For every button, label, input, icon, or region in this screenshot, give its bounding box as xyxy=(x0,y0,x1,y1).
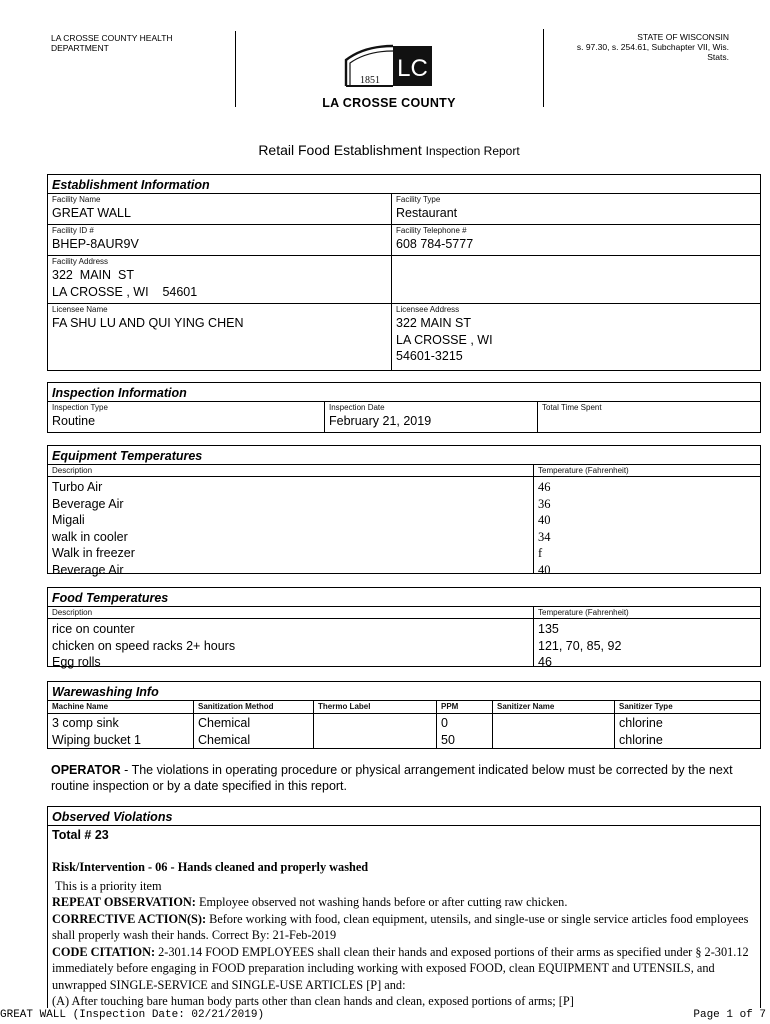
violations-total: Total # 23 xyxy=(52,828,109,842)
code-citation-text: 2-301.14 FOOD EMPLOYEES shall clean their hands and exposed portions of their arms as specified under § 2-301.12 immediately before engaging in FOOD preparation including working with exposed FOOD, clean EQUIPMENT and UTENSILS, and unwrapped SINGLE-SERVICE and SINGLE-USE ARTICLES [P] and: xyxy=(52,944,749,992)
table-cell: Chemical xyxy=(198,716,251,730)
department-name xyxy=(51,33,221,53)
report-title-main: Retail Food Establishment xyxy=(258,142,422,158)
table-cell: 0 xyxy=(441,716,448,730)
facility-phone-label: Facility Telephone # xyxy=(396,226,467,235)
food-temperatures-section xyxy=(47,587,761,667)
facility-phone: 608 784-5777 xyxy=(396,237,474,251)
logo-name: LA CROSSE COUNTY xyxy=(322,96,456,110)
warewashing-section-title: Warewashing Info xyxy=(52,685,159,699)
equipment-temp-header: Temperature (Fahrenheit) xyxy=(538,466,629,475)
table-cell: 36 xyxy=(538,496,551,511)
code-citation xyxy=(52,944,756,994)
facility-address-line-1: 322 MAIN ST xyxy=(52,268,134,282)
licensee-name-cell xyxy=(48,304,391,332)
warewashing-section xyxy=(47,681,761,749)
state-line-1: STATE OF WISCONSIN xyxy=(637,32,729,42)
header-divider-left xyxy=(235,31,236,107)
inspection-section-title: Inspection Information xyxy=(52,386,187,400)
code-citation-label: CODE CITATION: xyxy=(52,944,156,959)
establishment-section-title: Establishment Information xyxy=(52,178,210,192)
report-title-sub: Inspection Report xyxy=(425,144,520,158)
repeat-observation xyxy=(52,894,756,911)
table-cell: chlorine xyxy=(619,716,663,730)
machine-name-column xyxy=(48,701,193,748)
sanitization-method-column xyxy=(194,701,313,748)
table-row: Walk in freezer xyxy=(52,546,135,560)
corrective-action-text: Before working with food, clean equipment, utensils, and single-use or single service articles food employees shall properly wash their hands. Correct By: 21-Feb-2019 xyxy=(52,911,749,942)
operator-notice xyxy=(51,762,751,794)
inspection-type-label: Inspection Type xyxy=(52,403,108,412)
table-cell: Wiping bucket 1 xyxy=(52,732,141,747)
facility-type-cell xyxy=(392,194,760,222)
inspection-date-label: Inspection Date xyxy=(329,403,385,412)
corrective-action-label: CORRECTIVE ACTION(S): xyxy=(52,911,207,926)
thermo-label-column xyxy=(314,701,436,715)
inspection-date-cell xyxy=(325,402,537,430)
facility-id-label: Facility ID # xyxy=(52,226,94,235)
operator-label: OPERATOR xyxy=(51,763,121,777)
corrective-action xyxy=(52,911,756,944)
facility-id-cell xyxy=(48,225,391,253)
facility-type-label: Facility Type xyxy=(396,195,441,204)
licensee-address-line-3: 54601-3215 xyxy=(396,349,463,363)
table-cell: f xyxy=(538,546,543,560)
table-cell: Chemical xyxy=(198,732,251,747)
code-citation-item-a: (A) After touching bare human body parts other than clean hands and clean, exposed portions of arms; [P] xyxy=(52,994,574,1008)
operator-text: - The violations in operating procedure or physical arrangement indicated below must be corrected by the next routine inspection or by a date specified in this report. xyxy=(51,763,733,793)
report-title xyxy=(0,142,770,158)
facility-name: GREAT WALL xyxy=(52,206,131,220)
food-desc-column xyxy=(48,607,533,671)
licensee-address-cell xyxy=(392,304,760,365)
table-cell: 40 xyxy=(538,513,551,527)
table-cell: 34 xyxy=(538,529,551,544)
facility-address-cell xyxy=(48,256,391,300)
county-logo xyxy=(319,42,459,114)
table-row: chicken on speed racks 2+ hours xyxy=(52,638,236,653)
sanitizer-type-header: Sanitizer Type xyxy=(619,702,673,711)
inspection-type: Routine xyxy=(52,414,96,428)
department-line-2: DEPARTMENT xyxy=(51,43,109,53)
table-cell: 40 xyxy=(538,562,551,577)
state-line-3: Stats. xyxy=(707,52,729,62)
food-desc-header: Description xyxy=(52,608,93,617)
facility-name-label: Facility Name xyxy=(52,195,101,204)
logo-year: 1851 xyxy=(360,75,380,86)
table-cell: 46 xyxy=(538,655,552,669)
table-cell: 121, 70, 85, 92 xyxy=(538,638,622,653)
ppm-header: PPM xyxy=(441,702,459,711)
food-section-title: Food Temperatures xyxy=(52,591,169,605)
facility-id: BHEP-8AUR9V xyxy=(52,237,139,251)
facility-address-label: Facility Address xyxy=(52,257,109,266)
state-line-2: s. 97.30, s. 254.61, Subchapter VII, Wis. xyxy=(576,42,729,52)
table-row: Egg rolls xyxy=(52,655,101,669)
table-row: Turbo Air xyxy=(52,480,103,494)
facility-type: Restaurant xyxy=(396,206,458,220)
footer-facility-date: GREAT WALL (Inspection Date: 02/21/2019) xyxy=(0,1009,265,1021)
thermo-label-header: Thermo Label xyxy=(318,702,371,711)
licensee-name: FA SHU LU AND QUI YING CHEN xyxy=(52,316,244,330)
sanitizer-type-column xyxy=(615,701,760,748)
inspection-type-cell xyxy=(48,402,324,430)
logo-initials: LC xyxy=(397,55,428,82)
table-row: rice on counter xyxy=(52,622,135,636)
table-row: walk in cooler xyxy=(52,529,128,544)
sanitizer-name-column xyxy=(493,701,614,715)
licensee-name-label: Licensee Name xyxy=(52,305,108,314)
violations-section-title: Observed Violations xyxy=(52,810,173,824)
violation-title: Risk/Intervention - 06 - Hands cleaned and properly washed xyxy=(52,860,369,874)
inspection-section xyxy=(47,382,761,433)
establishment-section xyxy=(47,174,761,371)
equipment-desc-column xyxy=(48,465,533,578)
equipment-temp-column xyxy=(534,465,760,578)
licensee-address-label: Licensee Address xyxy=(396,305,460,314)
county-logo-icon xyxy=(319,42,459,94)
facility-address-line-2: LA CROSSE , WI 54601 xyxy=(52,284,198,299)
total-time-label: Total Time Spent xyxy=(542,403,602,412)
facility-name-cell xyxy=(48,194,391,222)
table-cell: 3 comp sink xyxy=(52,716,119,730)
state-statute xyxy=(509,32,729,62)
table-cell: 135 xyxy=(538,622,559,636)
violation-item xyxy=(48,859,760,1010)
food-temp-header: Temperature (Fahrenheit) xyxy=(538,608,629,617)
violation-priority: This is a priority item xyxy=(55,878,162,893)
inspection-date: February 21, 2019 xyxy=(329,414,432,428)
table-row: Beverage Air xyxy=(52,562,124,577)
licensee-address-line-1: 322 MAIN ST xyxy=(396,316,472,330)
table-row: Migali xyxy=(52,513,85,527)
food-temp-column xyxy=(534,607,760,671)
table-cell: 46 xyxy=(538,480,551,494)
machine-name-header: Machine Name xyxy=(52,702,109,711)
equipment-desc-header: Description xyxy=(52,466,93,475)
sanitization-method-header: Sanitization Method xyxy=(198,702,274,711)
table-row: Beverage Air xyxy=(52,496,124,511)
footer-page-number: Page 1 of 7 xyxy=(693,1009,766,1021)
total-time-cell xyxy=(538,402,760,413)
sanitizer-name-header: Sanitizer Name xyxy=(497,702,555,711)
facility-phone-cell xyxy=(392,225,760,253)
department-line-1: LA CROSSE COUNTY HEALTH xyxy=(51,33,173,43)
observed-violations-section xyxy=(47,806,761,1016)
equipment-section-title: Equipment Temperatures xyxy=(52,449,203,463)
table-cell: 50 xyxy=(441,732,455,747)
table-cell: chlorine xyxy=(619,732,663,747)
ppm-column xyxy=(437,701,492,748)
repeat-observation-label: REPEAT OBSERVATION: xyxy=(52,895,196,909)
licensee-address-line-2: LA CROSSE , WI xyxy=(396,332,493,347)
equipment-temperatures-section xyxy=(47,445,761,577)
repeat-observation-text: Employee observed not washing hands before or after cutting raw chicken. xyxy=(195,895,568,909)
